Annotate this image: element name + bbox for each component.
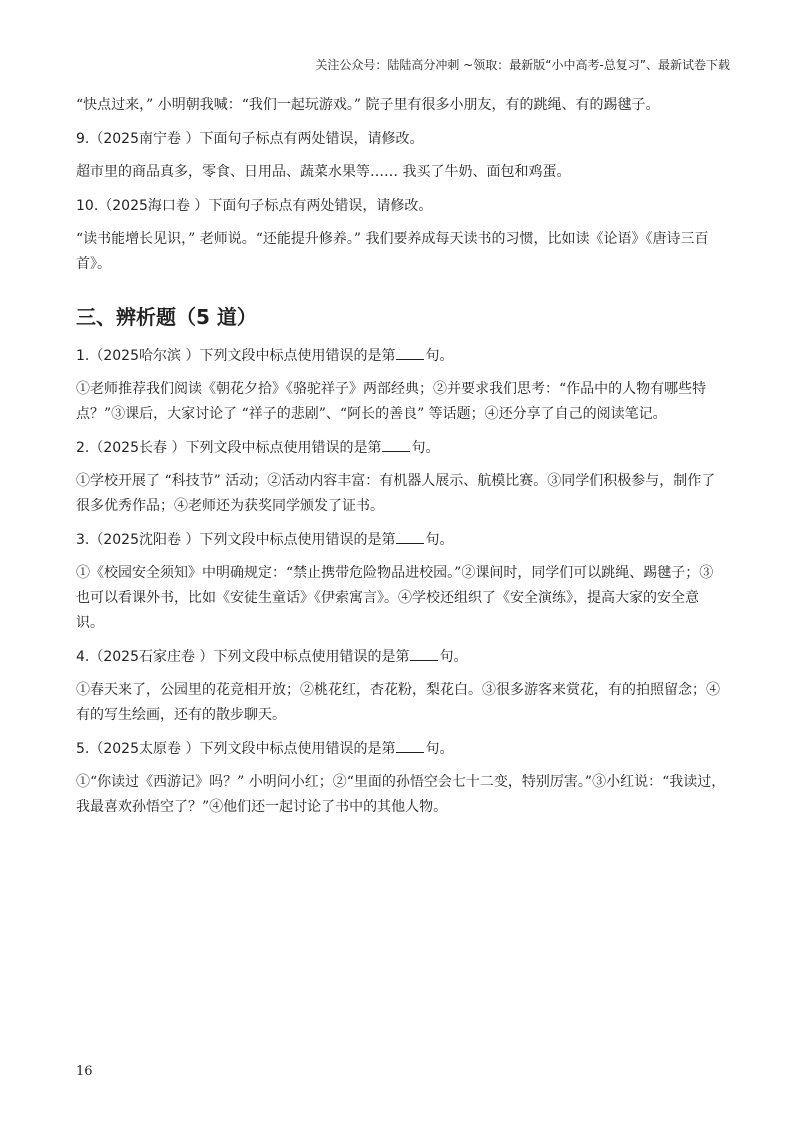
answer-blank (396, 529, 424, 544)
question-prompt: 下面句子标点有两处错误，请修改。 (208, 198, 433, 214)
question-prompt: 下列文段中标点使用错误的是第 (199, 532, 396, 548)
answer-blank (396, 738, 424, 753)
question-text: ①“你读过《西游记》吗？” 小明问小红；②“里面的孙悟空会七十二变，特别厉害。”③小红说：“我读过，我最喜欢孙悟空了？”④他们还一起讨论了书中的其他人物。 (76, 774, 726, 815)
question-number: 9. (76, 131, 90, 147)
question-source: （2025长春 ） (89, 440, 186, 456)
question-prompt: 下列文段中标点使用错误的是第 (199, 348, 396, 364)
question-source: （2025哈尔滨 ） (89, 348, 200, 364)
analysis-question-3 (76, 529, 726, 636)
document-body (76, 93, 726, 820)
question-number: 5. (76, 741, 90, 757)
header-note: 关注公众号：陆陆高分冲刺 ~领取：最新版“小中高考-总复习”、最新试卷下载 (315, 58, 730, 72)
question-9 (76, 128, 726, 185)
page-number: 16 (76, 1064, 93, 1079)
question-prompt: 下列文段中标点使用错误的是第 (185, 440, 382, 456)
section-title: 三、辨析题（5 道） (76, 305, 257, 329)
answer-blank (410, 646, 438, 661)
question-prompt: 下面句子标点有两处错误，请修改。 (199, 131, 424, 147)
question-header (76, 345, 726, 367)
question-header (76, 437, 726, 459)
question-prompt: 下列文段中标点使用错误的是第 (213, 649, 410, 665)
question-source: （2025沈阳卷 ） (89, 532, 200, 548)
question-source: （2025海口卷 ） (98, 198, 209, 214)
question-header (76, 529, 726, 551)
analysis-question-1 (76, 345, 726, 427)
question-source: （2025太原卷 ） (89, 741, 200, 757)
question-text: ①《校园安全须知》中明确规定：“禁止携带危险物品进校园。”②课间时，同学们可以跳绳、踢毽子；③也可以看课外书，比如《安徒生童话》《伊索寓言》。④学校还组织了《安全演练》，提高大家的安全意识。 (76, 565, 714, 631)
question-number: 3. (76, 532, 90, 548)
question-text: ①学校开展了 “科技节” 活动；②活动内容丰富：有机器人展示、航模比赛。③同学们积极参与，制作了很多优秀作品；④老师还为获奖同学颁发了证书。 (76, 473, 716, 514)
question-prompt-end: 句。 (411, 440, 440, 456)
question-text: ①老师推荐我们阅读《朝花夕拾》《骆驼祥子》两部经典；②并要求我们思考：“作品中的人物有哪些特点？”③课后，大家讨论了 “祥子的悲剧”、“阿长的善良” 等话题；④还分享了自己的阅读笔记。 (76, 381, 707, 422)
question-prompt-end: 句。 (425, 741, 454, 757)
question-header (76, 195, 726, 217)
question-prompt-end: 句。 (425, 348, 454, 364)
question-prompt-end: 句。 (439, 649, 468, 665)
question-number: 1. (76, 348, 90, 364)
question-source: （2025南宁卷 ） (89, 131, 200, 147)
question-prompt: 下列文段中标点使用错误的是第 (199, 741, 396, 757)
answer-blank (382, 437, 410, 452)
question-header (76, 646, 726, 668)
intro-continuation: “快点过来，” 小明朝我喊：“我们一起玩游戏。” 院子里有很多小朋友，有的跳绳、有的踢毽子。 (76, 97, 660, 113)
analysis-question-5 (76, 738, 726, 820)
question-number: 2. (76, 440, 90, 456)
answer-blank (396, 345, 424, 360)
analysis-question-4 (76, 646, 726, 728)
question-number: 4. (76, 649, 90, 665)
question-prompt-end: 句。 (425, 532, 454, 548)
analysis-question-2 (76, 437, 726, 519)
question-source: （2025石家庄卷 ） (89, 649, 214, 665)
question-text: 超市里的商品真多，零食、日用品、蔬菜水果等…… 我买了牛奶、面包和鸡蛋。 (76, 164, 571, 180)
question-text: “读书能增长见识，” 老师说。“还能提升修养。” 我们要养成每天读书的习惯，比如读《论语》《唐诗三百首》。 (76, 231, 709, 272)
question-10 (76, 195, 726, 277)
question-text: ①春天来了，公园里的花竞相开放；②桃花红，杏花粉，梨花白。③很多游客来赏花，有的拍照留念；④有的写生绘画，还有的散步聊天。 (76, 682, 720, 723)
question-header (76, 128, 726, 150)
question-header (76, 738, 726, 760)
question-number: 10. (76, 198, 99, 214)
